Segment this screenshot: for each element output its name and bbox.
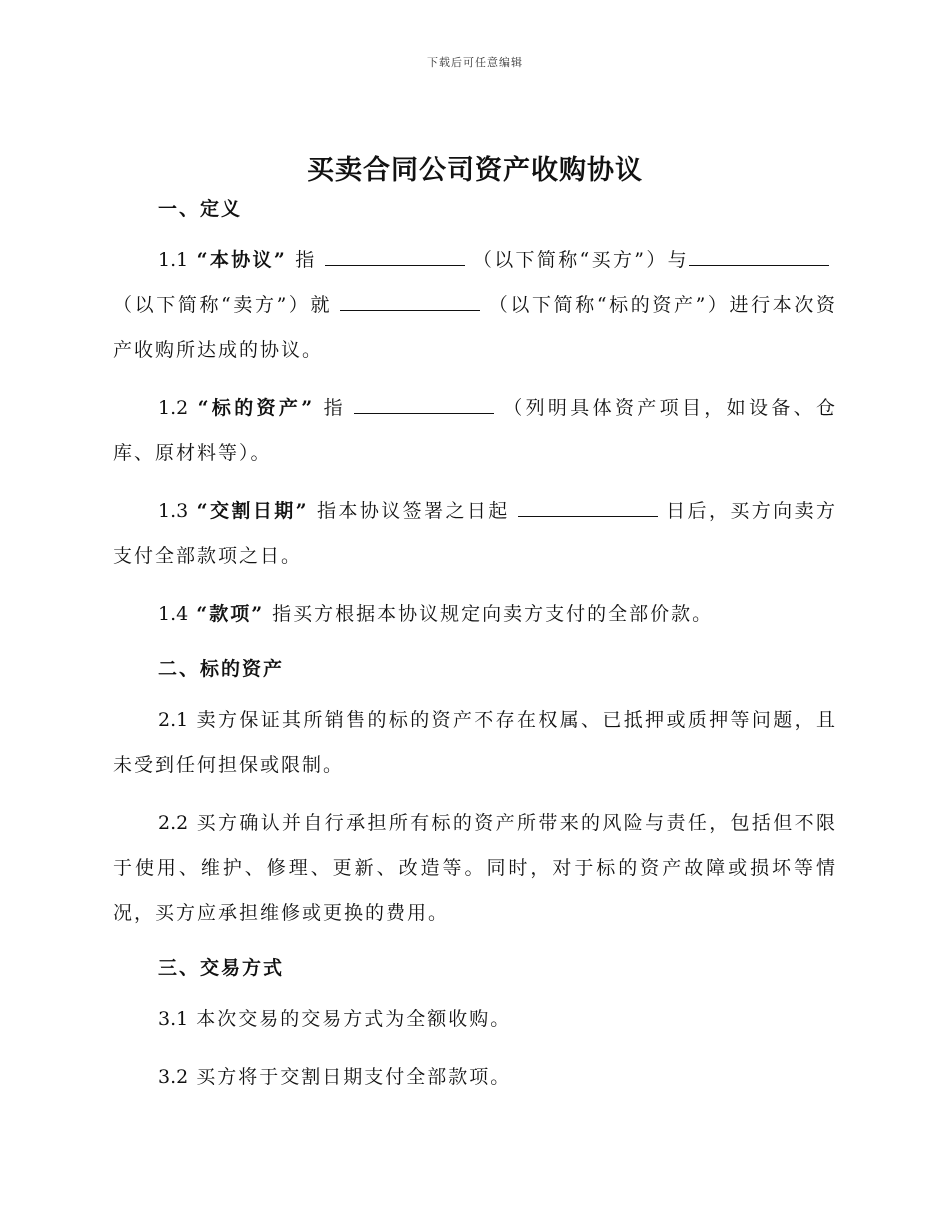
clause-text: 本次交易的交易方式为全额收购。 bbox=[196, 1008, 512, 1030]
fill-in-blank-buyer bbox=[325, 247, 465, 266]
clause-1-1 bbox=[113, 238, 837, 373]
clause-text: 指 bbox=[295, 249, 317, 271]
clause-text: 买方确认并自行承担所有标的资产所带来的风险与责任，包括但不限于使用、维护、修理、更新、改造等。同时，对于标的资产故障或损坏等情况，买方应承担维修或更换的费用。 bbox=[113, 812, 837, 924]
clause-3-2 bbox=[113, 1055, 837, 1100]
clause-number: 3.1 bbox=[158, 1008, 189, 1030]
section-heading-transaction-method: 三、交易方式 bbox=[158, 957, 285, 979]
clause-1-2 bbox=[113, 386, 837, 476]
clause-2-2 bbox=[113, 801, 837, 936]
document-body bbox=[113, 190, 837, 1113]
clause-number: 1.2 bbox=[158, 397, 189, 419]
clause-3-1 bbox=[113, 997, 837, 1042]
clause-text: 指买方根据本协议规定向卖方支付的全部价款。 bbox=[272, 603, 714, 625]
section-heading-subject-assets: 二、标的资产 bbox=[158, 658, 285, 680]
clause-number: 3.2 bbox=[158, 1066, 189, 1088]
clause-text: 指 bbox=[323, 397, 346, 419]
clause-text: （以下简称“买方”）与 bbox=[472, 249, 690, 271]
defined-term: “交割日期” bbox=[196, 500, 309, 522]
fill-in-blank-seller bbox=[689, 247, 829, 266]
clause-text: 卖方保证其所销售的标的资产不存在权属、已抵押或质押等问题，且未受到任何担保或限制。 bbox=[113, 709, 837, 776]
fill-in-blank-asset bbox=[340, 292, 480, 311]
fill-in-blank-asset-list bbox=[354, 395, 494, 414]
clause-text: （以下简称“标的资产”）进行本次资产收购所达成的协议。 bbox=[113, 294, 837, 361]
defined-term: “款项” bbox=[196, 603, 265, 625]
document-title: 买卖合同公司资产收购协议 bbox=[307, 155, 643, 186]
clause-text: 买方将于交割日期支付全部款项。 bbox=[196, 1066, 512, 1088]
clause-text: 指本协议签署之日起 bbox=[317, 500, 510, 522]
clause-number: 1.3 bbox=[158, 500, 189, 522]
clause-number: 2.1 bbox=[158, 709, 189, 731]
fill-in-blank-days bbox=[518, 498, 658, 517]
clause-1-3 bbox=[113, 489, 837, 579]
clause-2-1 bbox=[113, 698, 837, 788]
clause-number: 1.1 bbox=[158, 249, 189, 271]
clause-text: 日后，买方向卖方支付全部款项之日。 bbox=[113, 500, 837, 567]
page-header-note: 下载后可任意编辑 bbox=[427, 56, 523, 69]
clause-number: 1.4 bbox=[158, 603, 189, 625]
clause-number: 2.2 bbox=[158, 812, 189, 834]
clause-text: （列明具体资产项目，如设备、仓库、原材料等）。 bbox=[113, 397, 837, 464]
defined-term: “标的资产” bbox=[197, 397, 315, 419]
defined-term: “本协议” bbox=[196, 249, 287, 271]
clause-1-4 bbox=[113, 592, 837, 637]
section-heading-definitions: 一、定义 bbox=[158, 198, 243, 220]
clause-text: （以下简称“卖方”）就 bbox=[113, 294, 333, 316]
